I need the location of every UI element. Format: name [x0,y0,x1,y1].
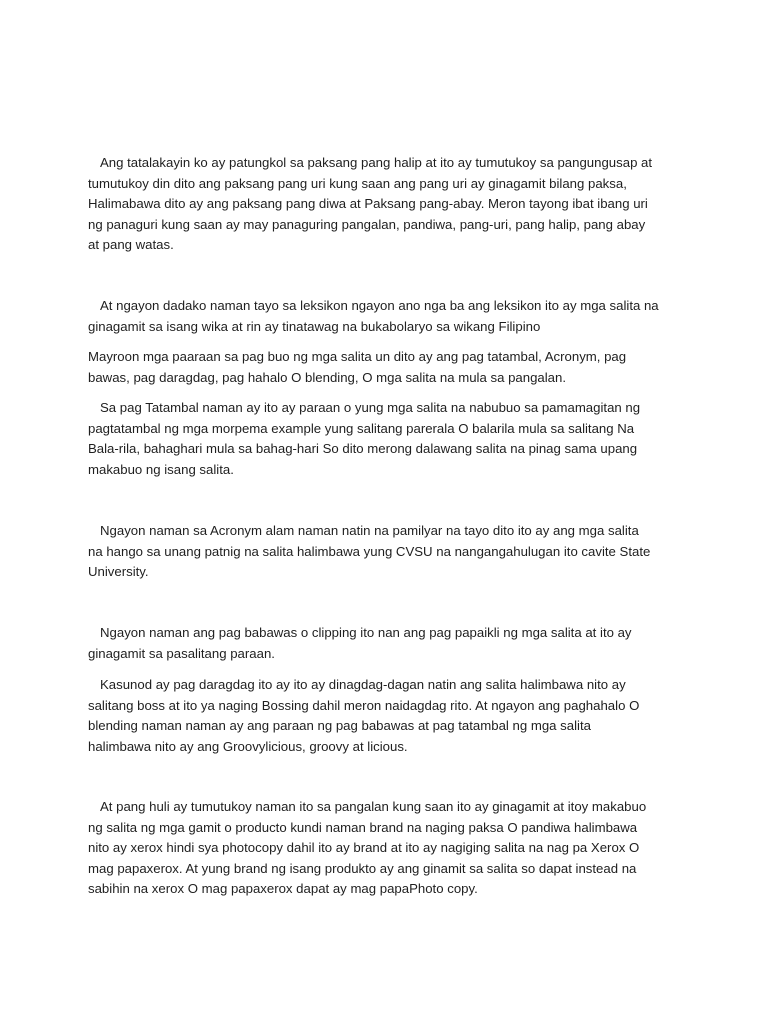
paragraph-4: Sa pag Tatambal naman ay ito ay paraan o yung mga salita na nabubuo sa pamamagitan ng pagtatambal ng mga morpema example yung salitang parerala O balarila mula sa salitang Na Bala-rila, bahaghari mula sa bahag-hari So dito merong dalawang salita na pinag sama upang makabuo ng isang salita. [88,400,641,477]
paragraph-6: Ngayon naman ang pag babawas o clipping ito nan ang pag papaikli ng mga salita at ito ay ginagamit sa pasalitang paraan. [88,625,632,661]
paragraph-1: Ang tatalakayin ko ay patungkol sa paksang pang halip at ito ay tumutukoy sa pangungusap at tumutukoy din dito ang paksang pang uri kung saan ang pang uri ay ginagamit bilang paksa, Halimabawa dito ay ang paksang pang diwa at Paksang pang-abay. Meron tayong ibat ibang uri ng panaguri kung saan ay may panaguring pangalan, pandiwa, pang-uri, pang halip, pang abay at pang watas. [88,155,653,253]
paragraph-3: Mayroon mga paaraan sa pag buo ng mga salita un dito ay ang pag tatambal, Acronym, pag bawas, pag daragdag, pag hahalo O blending, O mga salita na mula sa pangalan. [88,349,627,385]
paragraph-2: At ngayon dadako naman tayo sa leksikon ngayon ano nga ba ang leksikon ito ay mga salita na ginagamit sa isang wika at rin ay tinatawag na bukabolaryo sa wikang Filipino [88,298,659,334]
paragraph-7: Kasunod ay pag daragdag ito ay ito ay dinagdag-dagan natin ang salita halimbawa nito ay salitang boss at ito ya naging Bossing dahil meron naidagdag rito. At ngayon ang paghahalo O blending naman naman ay ang paraan ng pag babawas at pag tatambal ng mga salita halimbawa nito ay ang Groovylicious, groovy at licious. [88,677,640,754]
paragraph-5: Ngayon naman sa Acronym alam naman natin na pamilyar na tayo dito ito ay ang mga salita na hango sa unang patnig na salita halimbawa yung CVSU na nangangahulugan ito cavite State University. [88,523,651,580]
paragraph-8: At pang huli ay tumutukoy naman ito sa pangalan kung saan ito ay ginagamit at itoy makabuo ng salita ng mga gamit o producto kundi naman brand na naging paksa O pandiwa halimbawa nito ay xerox hindi sya photocopy dahil ito ay brand at ito ay nagiging salita na nag pa Xerox O mag papaxerox. At yung brand ng isang produkto ay ang ginamit sa salita so dapat instead na sabihin na xerox O mag papaxerox dapat ay mag papaPhoto copy. [88,799,647,897]
